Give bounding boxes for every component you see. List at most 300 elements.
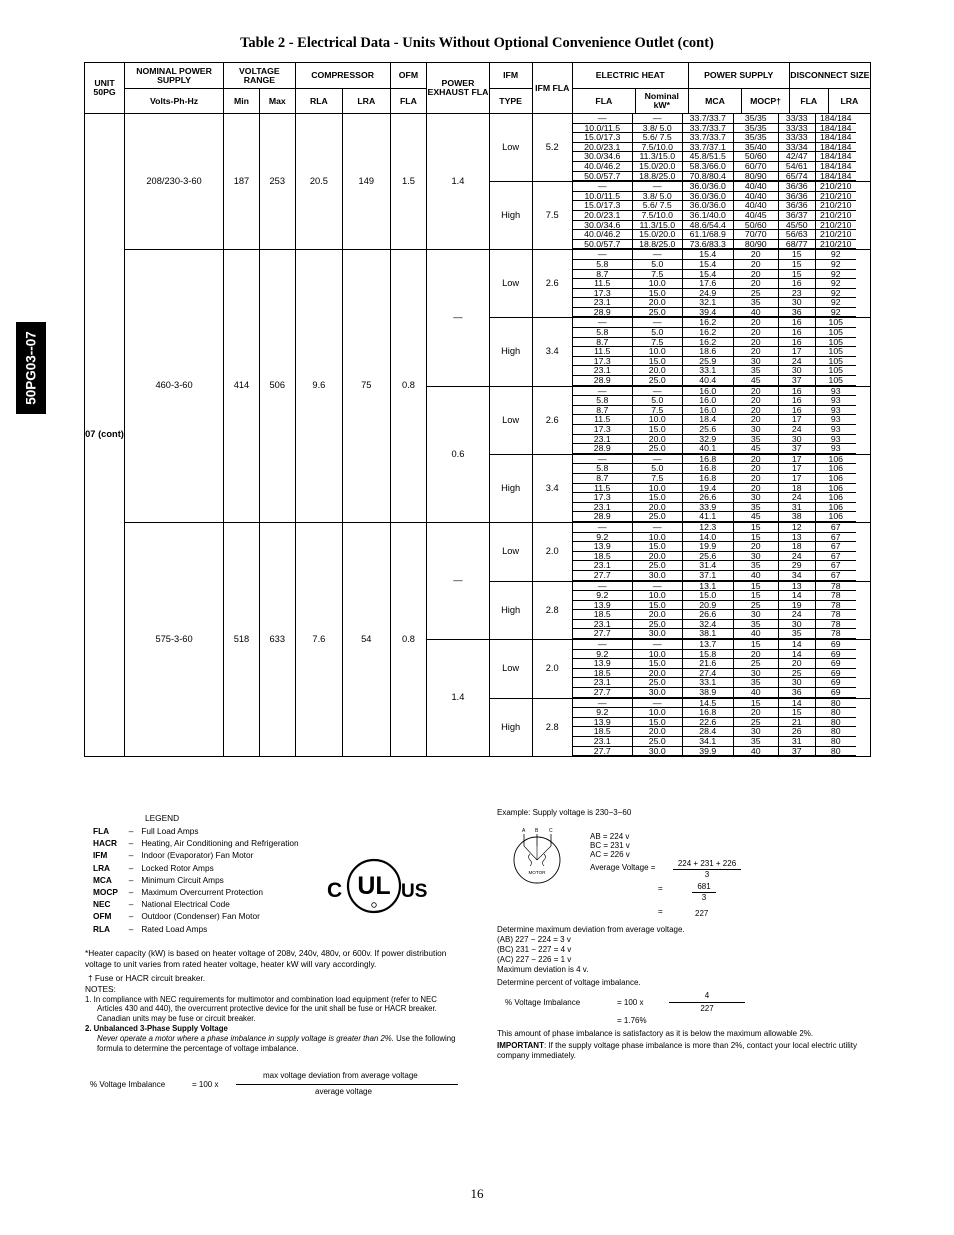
value-mca: 25.6 xyxy=(683,425,734,435)
value-nominal-kw: 5.6/ 7.5 xyxy=(633,201,683,211)
value-nominal-kw: 20.0 xyxy=(633,669,683,679)
value-nominal-kw: 18.8/25.0 xyxy=(633,240,683,250)
value-ds-fla: 20 xyxy=(779,659,816,669)
value-mocp: 40/40 xyxy=(734,182,779,192)
legend-abbr: IFM xyxy=(93,850,108,861)
value-mocp: 45 xyxy=(734,444,779,454)
value-nominal-kw: 20.0 xyxy=(633,552,683,562)
unit-cell: 07 (cont) xyxy=(85,114,125,757)
group-ofm: 0.8 xyxy=(390,522,427,756)
value-eh-fla: 9.2 xyxy=(573,708,633,718)
legend-abbr: HACR xyxy=(93,838,117,849)
value-nominal-kw: 3.8/ 5.0 xyxy=(633,192,683,202)
legend-desc: Rated Load Amps xyxy=(141,923,208,934)
value-mocp: 20 xyxy=(734,318,779,328)
ab-deviation: (AB) 227 − 224 = 3 v xyxy=(497,935,571,944)
value-eh-fla: 11.5 xyxy=(573,279,633,289)
header-power-exhaust: POWER EXHAUST FLA xyxy=(427,63,489,114)
value-mocp: 15 xyxy=(734,591,779,601)
legend-abbr: MOCP xyxy=(93,887,118,897)
value-ds-lra: 69 xyxy=(816,688,856,698)
value-eh-fla: 8.7 xyxy=(573,270,633,280)
value-ds-lra: 80 xyxy=(816,699,856,709)
value-ds-fla: 24 xyxy=(779,357,816,367)
pct-eq: = 100 x xyxy=(617,998,644,1007)
value-mocp: 20 xyxy=(734,328,779,338)
value-mocp: 20 xyxy=(734,270,779,280)
motor-terminal-c: C xyxy=(549,828,553,834)
ul-mark-us: US xyxy=(401,881,428,902)
legend-desc: Maximum Overcurrent Protection xyxy=(141,887,264,897)
value-nominal-kw: 5.0 xyxy=(633,396,683,406)
pct-numerator: 4 xyxy=(704,991,710,1000)
value-mca: 39.9 xyxy=(683,747,734,757)
value-mocp: 25 xyxy=(734,601,779,611)
value-mocp: 30 xyxy=(734,727,779,737)
value-nominal-kw: 30.0 xyxy=(633,571,683,581)
legend-item xyxy=(93,924,493,934)
example-bc: BC = 231 v xyxy=(590,841,630,850)
value-ds-lra: 184/184 xyxy=(816,143,856,153)
value-eh-fla: 18.5 xyxy=(573,610,633,620)
fraction2-numerator: 681 xyxy=(697,882,711,891)
value-nominal-kw: 15.0 xyxy=(633,289,683,299)
value-mocp: 20 xyxy=(734,260,779,270)
group-max: 633 xyxy=(259,522,295,756)
values-cell xyxy=(572,640,870,699)
value-nominal-kw: 5.0 xyxy=(633,464,683,474)
value-mca: 17.6 xyxy=(683,279,734,289)
group-max: 253 xyxy=(259,114,295,250)
note-1: 1. In compliance with NEC requirements for multimotor and combination load equipment (refer to NEC Articles 430 and 440), the overcurrent protective device for the unit shall be fuse or HACR breaker. Canadian units may be fuse or circuit breaker. xyxy=(85,994,437,1024)
value-eh-fla: 23.1 xyxy=(573,298,633,308)
values-cell xyxy=(572,386,870,454)
legend-desc: Full Load Amps xyxy=(141,826,199,836)
header-eh-nominal-kw: Nominal kW* xyxy=(635,89,688,114)
value-mocp: 45 xyxy=(734,512,779,522)
value-mca: 33.1 xyxy=(683,678,734,688)
ul-listing-mark-icon xyxy=(326,852,428,920)
value-ds-lra: 184/184 xyxy=(816,124,856,134)
value-ds-fla: 16 xyxy=(779,318,816,328)
value-mca: 58.3/66.0 xyxy=(683,162,734,172)
header-voltage-range: VOLTAGE RANGE xyxy=(224,63,296,89)
value-eh-fla: 28.9 xyxy=(573,444,633,454)
value-ds-fla: 25 xyxy=(779,669,816,679)
value-eh-fla: 15.0/17.3 xyxy=(573,201,633,211)
value-ds-lra: 93 xyxy=(816,444,856,454)
value-nominal-kw: 11.3/15.0 xyxy=(633,221,683,231)
value-nominal-kw: 5.6/ 7.5 xyxy=(633,133,683,143)
value-ds-fla: 16 xyxy=(779,279,816,289)
value-mca: 26.6 xyxy=(683,493,734,503)
value-eh-fla: 23.1 xyxy=(573,366,633,376)
value-mocp: 20 xyxy=(734,406,779,416)
formula-numerator: max voltage deviation from average voltage xyxy=(263,1071,418,1080)
group-lra: 54 xyxy=(343,522,390,756)
equals-1: = xyxy=(658,884,663,893)
legend-abbr: LRA xyxy=(93,862,111,873)
note-2-body xyxy=(85,1034,457,1054)
value-mocp: 20 xyxy=(734,396,779,406)
value-ds-fla: 68/77 xyxy=(779,240,816,250)
value-mca: 16.0 xyxy=(683,387,734,397)
value-nominal-kw: 3.8/ 5.0 xyxy=(633,124,683,134)
value-mca: 19.4 xyxy=(683,484,734,494)
value-mca: 36.1/40.0 xyxy=(683,211,734,221)
value-mca: 26.6 xyxy=(683,610,734,620)
value-mocp: 25 xyxy=(734,659,779,669)
value-nominal-kw: 5.0 xyxy=(633,328,683,338)
value-ds-fla: 24 xyxy=(779,425,816,435)
value-ds-lra: 106 xyxy=(816,493,856,503)
value-nominal-kw: — xyxy=(633,582,683,592)
value-ds-lra: 106 xyxy=(816,455,856,465)
value-mca: 31.4 xyxy=(683,561,734,571)
value-mocp: 40 xyxy=(734,571,779,581)
legend-desc: Indoor (Evaporator) Fan Motor xyxy=(141,850,254,861)
dagger-note: † Fuse or HACR circuit breaker. xyxy=(88,972,206,983)
header-ofm-fla: FLA xyxy=(390,89,427,114)
legend-abbr: OFM xyxy=(93,911,112,922)
legend-item xyxy=(93,875,493,885)
value-eh-fla: 17.3 xyxy=(573,425,633,435)
value-ds-lra: 106 xyxy=(816,474,856,484)
value-ds-lra: 67 xyxy=(816,571,856,581)
header-min: Min xyxy=(224,89,260,114)
value-mocp: 15 xyxy=(734,699,779,709)
motor-terminal-a: A xyxy=(522,828,526,834)
legend-dash: – xyxy=(128,862,134,873)
value-nominal-kw: 10.0 xyxy=(633,279,683,289)
value-mca: 16.0 xyxy=(683,406,734,416)
value-ds-lra: 105 xyxy=(816,347,856,357)
example-ab: AB = 224 v xyxy=(590,832,630,841)
value-ds-fla: 14 xyxy=(779,591,816,601)
value-ds-fla: 30 xyxy=(779,620,816,630)
header-ifm-fla: IFM FLA xyxy=(532,63,572,114)
value-ds-lra: 78 xyxy=(816,601,856,611)
legend-desc: National Electrical Code xyxy=(141,899,230,910)
value-eh-fla: — xyxy=(573,523,633,533)
group-lra: 149 xyxy=(343,114,390,250)
value-nominal-kw: 10.0 xyxy=(633,708,683,718)
electrical-data-table xyxy=(84,62,871,757)
value-mocp: 35/35 xyxy=(734,124,779,134)
value-mca: 40.1 xyxy=(683,444,734,454)
value-ds-fla: 14 xyxy=(779,699,816,709)
value-nominal-kw: 15.0 xyxy=(633,718,683,728)
value-ds-fla: 14 xyxy=(779,650,816,660)
legend-dash: – xyxy=(128,911,134,922)
value-mocp: 80/90 xyxy=(734,172,779,182)
value-eh-fla: 9.2 xyxy=(573,533,633,543)
value-eh-fla: — xyxy=(573,640,633,650)
ifm-fla-cell: 2.0 xyxy=(532,522,572,581)
page-number: 16 xyxy=(470,1186,484,1201)
value-ds-fla: 56/63 xyxy=(779,230,816,240)
header-unit: UNIT 50PG xyxy=(85,63,125,114)
value-ds-lra: 67 xyxy=(816,542,856,552)
value-ds-fla: 24 xyxy=(779,610,816,620)
value-ds-fla: 17 xyxy=(779,415,816,425)
value-eh-fla: 15.0/17.3 xyxy=(573,133,633,143)
value-ds-fla: 16 xyxy=(779,338,816,348)
value-ds-fla: 36 xyxy=(779,688,816,698)
notes-label: NOTES: xyxy=(85,983,116,994)
value-eh-fla: — xyxy=(573,318,633,328)
ifm-type-cell: Low xyxy=(489,640,532,699)
value-ds-lra: 80 xyxy=(816,727,856,737)
values-cell xyxy=(572,454,870,522)
power-exhaust-cell: 0.6 xyxy=(427,386,489,522)
value-mocp: 20 xyxy=(734,708,779,718)
value-mca: 24.9 xyxy=(683,289,734,299)
value-ds-fla: 33/33 xyxy=(779,133,816,143)
value-ds-lra: 80 xyxy=(816,718,856,728)
value-mocp: 20 xyxy=(734,464,779,474)
value-nominal-kw: 25.0 xyxy=(633,737,683,747)
value-ds-lra: 80 xyxy=(816,747,856,757)
power-exhaust-cell: — xyxy=(427,522,489,639)
legend-item xyxy=(93,850,493,860)
header-ifm: IFM xyxy=(489,63,532,89)
value-ds-fla: 12 xyxy=(779,523,816,533)
value-mocp: 40/45 xyxy=(734,211,779,221)
value-eh-fla: 28.9 xyxy=(573,512,633,522)
value-nominal-kw: — xyxy=(633,455,683,465)
value-mca: 70.8/80.4 xyxy=(683,172,734,182)
value-ds-lra: 69 xyxy=(816,678,856,688)
value-eh-fla: 23.1 xyxy=(573,503,633,513)
value-mocp: 45 xyxy=(734,376,779,386)
value-eh-fla: — xyxy=(573,387,633,397)
ifm-fla-cell: 3.4 xyxy=(532,454,572,522)
value-eh-fla: 28.9 xyxy=(573,376,633,386)
ifm-type-cell: High xyxy=(489,182,532,250)
value-nominal-kw: 20.0 xyxy=(633,298,683,308)
value-mca: 73.6/83.3 xyxy=(683,240,734,250)
value-ds-fla: 15 xyxy=(779,260,816,270)
value-mca: 37.1 xyxy=(683,571,734,581)
value-ds-lra: 106 xyxy=(816,464,856,474)
value-mca: 15.0 xyxy=(683,591,734,601)
determine-max-deviation: Determine maximum deviation from average voltage. xyxy=(497,925,685,934)
bc-deviation: (BC) 231 − 227 = 4 v xyxy=(497,945,572,954)
value-eh-fla: 18.5 xyxy=(573,669,633,679)
average-result: 227 xyxy=(695,909,709,918)
value-ds-lra: 93 xyxy=(816,425,856,435)
value-eh-fla: 40.0/46.2 xyxy=(573,230,633,240)
motor-terminal-b: B xyxy=(535,828,539,834)
value-mca: 25.6 xyxy=(683,552,734,562)
value-ds-lra: 93 xyxy=(816,406,856,416)
ifm-type-cell: High xyxy=(489,581,532,640)
value-ds-lra: 92 xyxy=(816,250,856,260)
value-nominal-kw: 25.0 xyxy=(633,620,683,630)
value-mocp: 35 xyxy=(734,435,779,445)
value-ds-fla: 36 xyxy=(779,308,816,318)
value-mca: 40.4 xyxy=(683,376,734,386)
value-ds-lra: 184/184 xyxy=(816,114,856,124)
value-mca: 34.1 xyxy=(683,737,734,747)
value-ds-lra: 92 xyxy=(816,270,856,280)
value-nominal-kw: 15.0/20.0 xyxy=(633,162,683,172)
value-eh-fla: 23.1 xyxy=(573,561,633,571)
value-mca: 61.1/68.9 xyxy=(683,230,734,240)
value-eh-fla: 9.2 xyxy=(573,591,633,601)
value-ds-fla: 36/37 xyxy=(779,211,816,221)
value-ds-lra: 69 xyxy=(816,659,856,669)
value-mca: 36.0/36.0 xyxy=(683,182,734,192)
legend-desc: Outdoor (Condenser) Fan Motor xyxy=(141,911,260,922)
value-ds-fla: 15 xyxy=(779,708,816,718)
header-ds-lra: LRA xyxy=(828,89,870,114)
value-eh-fla: 18.5 xyxy=(573,552,633,562)
value-ds-lra: 105 xyxy=(816,338,856,348)
value-mca: 32.1 xyxy=(683,298,734,308)
value-eh-fla: 27.7 xyxy=(573,629,633,639)
legend-dash: – xyxy=(128,923,134,934)
value-mocp: 35 xyxy=(734,737,779,747)
value-mocp: 20 xyxy=(734,415,779,425)
legend-dash: – xyxy=(128,899,134,910)
value-ds-lra: 105 xyxy=(816,318,856,328)
value-ds-fla: 17 xyxy=(779,347,816,357)
value-eh-fla: 27.7 xyxy=(573,571,633,581)
value-mocp: 35/40 xyxy=(734,143,779,153)
value-nominal-kw: 20.0 xyxy=(633,727,683,737)
value-nominal-kw: 25.0 xyxy=(633,561,683,571)
value-nominal-kw: 7.5 xyxy=(633,338,683,348)
value-ds-fla: 19 xyxy=(779,601,816,611)
value-ds-fla: 31 xyxy=(779,503,816,513)
value-nominal-kw: 7.5 xyxy=(633,474,683,484)
value-mocp: 60/70 xyxy=(734,162,779,172)
value-mocp: 20 xyxy=(734,484,779,494)
header-ds-fla: FLA xyxy=(789,89,828,114)
value-mocp: 35/35 xyxy=(734,133,779,143)
value-ds-fla: 26 xyxy=(779,727,816,737)
value-nominal-kw: 11.3/15.0 xyxy=(633,152,683,162)
group-min: 518 xyxy=(224,522,260,756)
value-nominal-kw: 7.5 xyxy=(633,406,683,416)
value-mocp: 15 xyxy=(734,523,779,533)
value-mca: 32.9 xyxy=(683,435,734,445)
header-ifm-type: TYPE xyxy=(489,89,532,114)
legend-dash: – xyxy=(128,826,134,836)
header-eh-fla: FLA xyxy=(572,89,635,114)
value-nominal-kw: 20.0 xyxy=(633,435,683,445)
value-nominal-kw: 7.5 xyxy=(633,270,683,280)
value-mocp: 15 xyxy=(734,640,779,650)
value-ds-fla: 36/36 xyxy=(779,182,816,192)
legend-item xyxy=(93,911,493,921)
value-mca: 16.8 xyxy=(683,464,734,474)
value-mocp: 20 xyxy=(734,474,779,484)
value-ds-lra: 67 xyxy=(816,533,856,543)
value-ds-fla: 33/34 xyxy=(779,143,816,153)
value-eh-fla: 50.0/57.7 xyxy=(573,172,633,182)
value-ds-lra: 210/210 xyxy=(816,211,856,221)
pct-fraction-bar xyxy=(669,1002,745,1003)
legend-item xyxy=(93,899,493,909)
value-mca: 45.8/51.5 xyxy=(683,152,734,162)
header-ofm: OFM xyxy=(390,63,427,89)
pct-label: % Voltage Imbalance xyxy=(505,998,581,1007)
value-nominal-kw: 10.0 xyxy=(633,484,683,494)
value-ds-lra: 92 xyxy=(816,308,856,318)
value-mca: 16.2 xyxy=(683,318,734,328)
side-tab-label: 50PG03--07 xyxy=(23,331,39,405)
group-max: 506 xyxy=(259,250,295,523)
legend-desc: Locked Rotor Amps xyxy=(141,862,214,873)
value-mocp: 20 xyxy=(734,387,779,397)
value-ds-fla: 24 xyxy=(779,552,816,562)
ifm-fla-cell: 7.5 xyxy=(532,182,572,250)
value-ds-fla: 30 xyxy=(779,366,816,376)
value-nominal-kw: 25.0 xyxy=(633,444,683,454)
values-cell xyxy=(572,522,870,581)
value-ds-fla: 36/36 xyxy=(779,192,816,202)
value-ds-lra: 93 xyxy=(816,396,856,406)
value-ds-fla: 29 xyxy=(779,561,816,571)
value-ds-lra: 78 xyxy=(816,610,856,620)
value-nominal-kw: — xyxy=(633,250,683,260)
group-rla: 7.6 xyxy=(295,522,342,756)
value-ds-fla: 37 xyxy=(779,747,816,757)
header-compressor: COMPRESSOR xyxy=(295,63,390,89)
value-eh-fla: 28.9 xyxy=(573,308,633,318)
value-ds-fla: 18 xyxy=(779,484,816,494)
value-eh-fla: 17.3 xyxy=(573,493,633,503)
value-nominal-kw: 15.0 xyxy=(633,601,683,611)
header-electric-heat: ELECTRIC HEAT xyxy=(572,63,688,89)
ul-mark-ul: UL xyxy=(357,872,391,900)
value-nominal-kw: — xyxy=(633,182,683,192)
value-mca: 18.6 xyxy=(683,347,734,357)
value-eh-fla: 23.1 xyxy=(573,737,633,747)
value-ds-lra: 78 xyxy=(816,620,856,630)
value-ds-lra: 210/210 xyxy=(816,182,856,192)
values-cell xyxy=(572,698,870,757)
example-intro: Example: Supply voltage is 230−3−60 xyxy=(497,808,632,817)
value-ds-fla: 33/33 xyxy=(779,114,816,124)
ifm-type-cell: Low xyxy=(489,386,532,454)
value-ds-lra: 67 xyxy=(816,561,856,571)
value-nominal-kw: 18.8/25.0 xyxy=(633,172,683,182)
page-title: Table 2 - Electrical Data - Units Without Optional Convenience Outlet (cont) xyxy=(240,35,714,51)
value-ds-fla: 15 xyxy=(779,250,816,260)
value-eh-fla: 23.1 xyxy=(573,620,633,630)
value-ds-lra: 184/184 xyxy=(816,152,856,162)
value-ds-lra: 78 xyxy=(816,582,856,592)
ifm-type-cell: High xyxy=(489,454,532,522)
value-ds-lra: 210/210 xyxy=(816,230,856,240)
value-eh-fla: 13.9 xyxy=(573,659,633,669)
value-mca: 25.9 xyxy=(683,357,734,367)
ifm-type-cell: Low xyxy=(489,522,532,581)
ac-deviation: (AC) 227 − 226 = 1 v xyxy=(497,955,572,964)
value-ds-fla: 16 xyxy=(779,328,816,338)
value-mca: 38.9 xyxy=(683,688,734,698)
value-eh-fla: 13.9 xyxy=(573,601,633,611)
value-ds-fla: 15 xyxy=(779,270,816,280)
values-cell xyxy=(572,114,870,182)
legend-dash: – xyxy=(128,874,134,885)
three-phase-motor-icon xyxy=(512,826,564,888)
value-nominal-kw: 25.0 xyxy=(633,308,683,318)
